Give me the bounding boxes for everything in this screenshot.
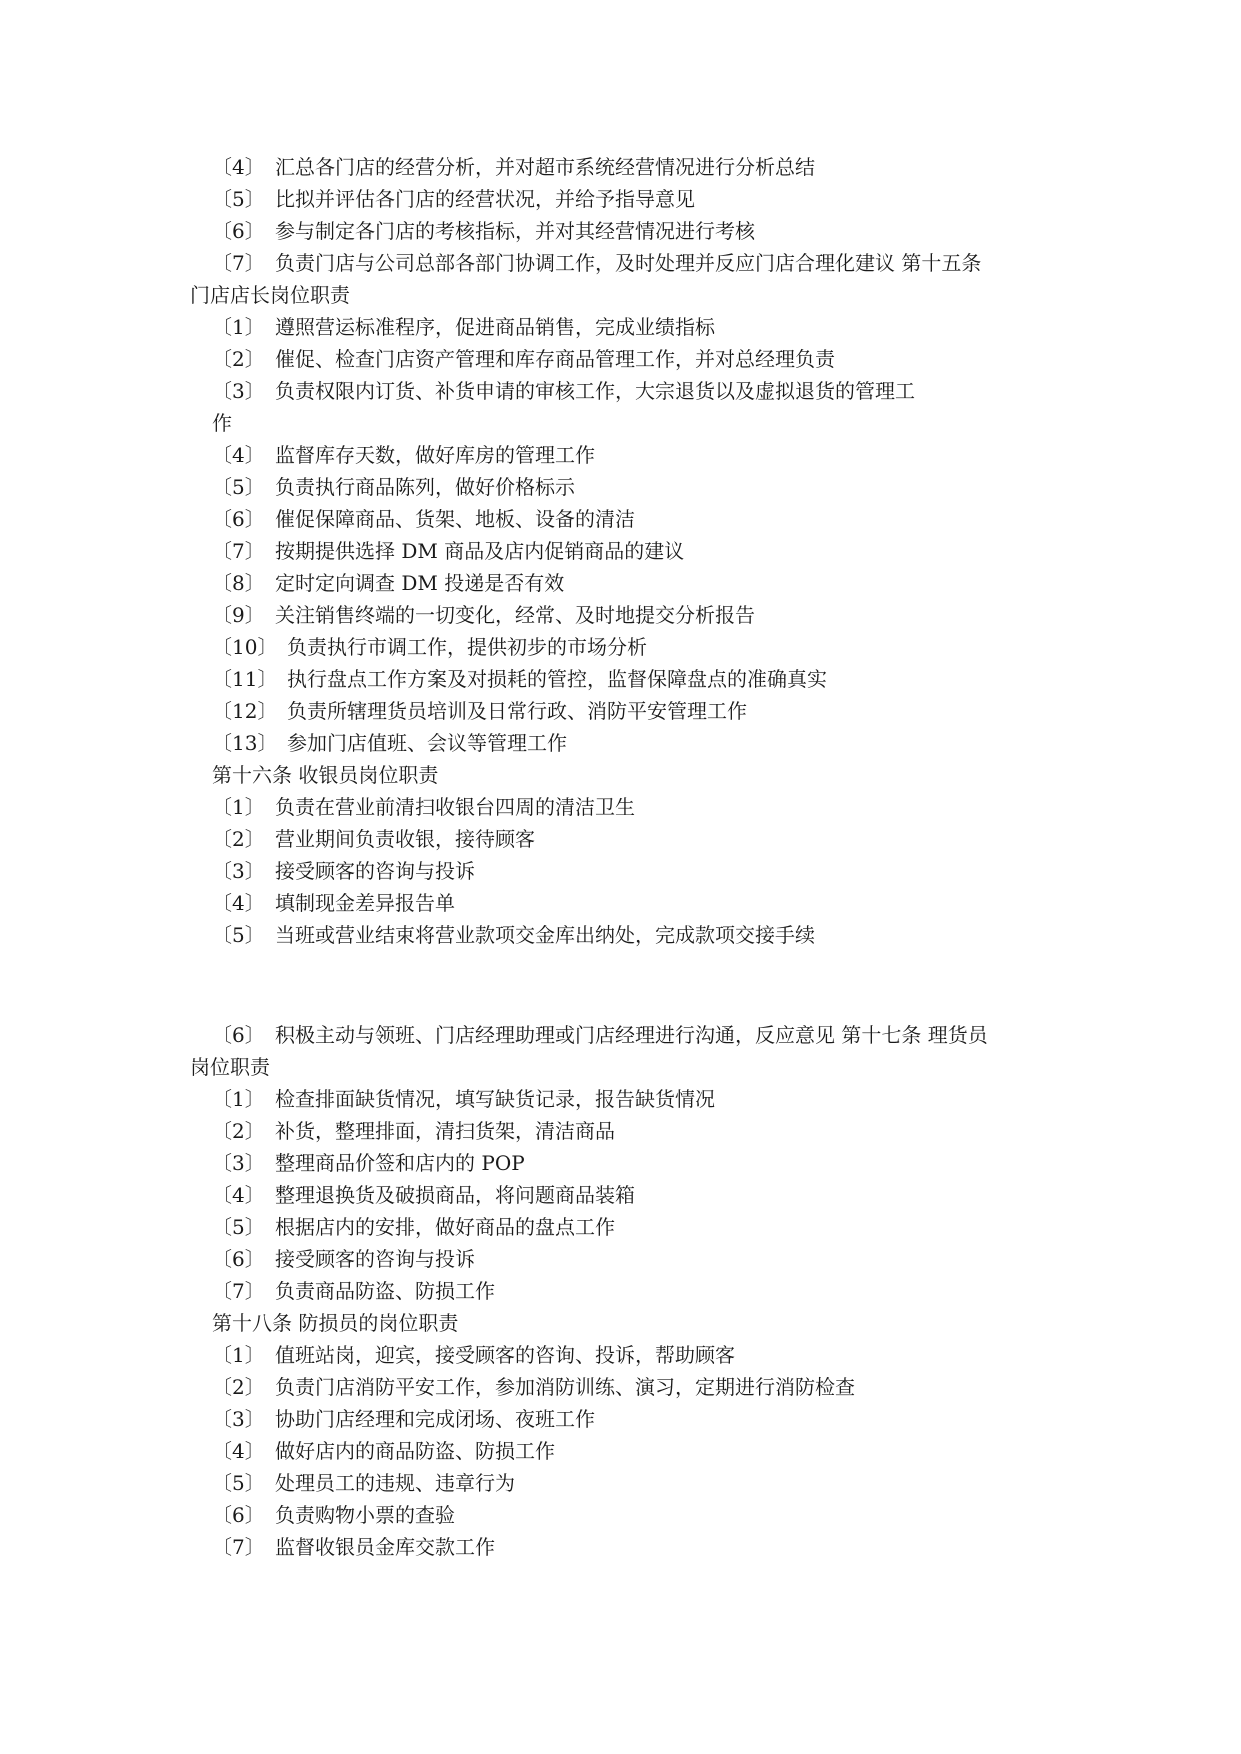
item-number: 〔6〕 (212, 507, 265, 531)
continuation-line (190, 280, 350, 310)
item-text: 根据店内的安排，做好商品的盘点工作 (275, 1215, 615, 1239)
item-number: 〔6〕 (212, 219, 265, 243)
list-item (212, 376, 915, 406)
section-heading (212, 760, 438, 790)
list-item (212, 920, 815, 950)
item-number: 〔6〕 (212, 1247, 265, 1271)
item-text: 负责门店与公司总部各部门协调工作，及时处理并反应门店合理化建议 第十五条 (275, 251, 982, 275)
item-text: 汇总各门店的经营分析，并对超市系统经营情况进行分析总结 (275, 155, 815, 179)
item-number: 〔6〕 (212, 1023, 265, 1047)
item-number: 〔4〕 (212, 1439, 265, 1463)
item-text: 监督收银员金库交款工作 (275, 1535, 495, 1559)
list-item (212, 728, 567, 758)
item-text: 作 (212, 411, 232, 435)
list-item (212, 664, 827, 694)
item-number: 〔3〕 (212, 859, 265, 883)
section-title: 第十六条 收银员岗位职责 (212, 763, 439, 787)
item-text: 按期提供选择 DM 商品及店内促销商品的建议 (275, 539, 685, 563)
list-item (212, 472, 575, 502)
item-text: 负责所辖理货员培训及日常行政、消防平安管理工作 (287, 699, 747, 723)
item-text: 整理退换货及破损商品，将问题商品装箱 (275, 1183, 635, 1207)
item-number: 〔7〕 (212, 1279, 265, 1303)
item-text: 营业期间负责收银，接待顾客 (275, 827, 535, 851)
item-number: 〔12〕 (212, 699, 278, 723)
list-item (212, 1436, 555, 1466)
item-number: 〔3〕 (212, 1407, 265, 1431)
list-item (212, 600, 755, 630)
item-text: 监督库存天数，做好库房的管理工作 (275, 443, 595, 467)
item-text: 门店店长岗位职责 (190, 283, 350, 307)
item-text: 负责购物小票的查验 (275, 1503, 455, 1527)
item-number: 〔3〕 (212, 1151, 265, 1175)
list-item (212, 344, 835, 374)
list-item (212, 1372, 855, 1402)
item-text: 比拟并评估各门店的经营状况，并给予指导意见 (275, 187, 695, 211)
item-number: 〔7〕 (212, 1535, 265, 1559)
item-text: 负责门店消防平安工作，参加消防训练、演习，定期进行消防检查 (275, 1375, 855, 1399)
list-item (212, 152, 815, 182)
item-text: 遵照营运标准程序，促进商品销售，完成业绩指标 (275, 315, 715, 339)
list-item (212, 1212, 615, 1242)
item-number: 〔13〕 (212, 731, 278, 755)
list-item (212, 824, 535, 854)
list-item (212, 1020, 988, 1050)
item-number: 〔2〕 (212, 1119, 265, 1143)
list-item (212, 856, 475, 886)
list-item (212, 216, 755, 246)
item-number: 〔2〕 (212, 1375, 265, 1399)
item-text: 催促保障商品、货架、地板、设备的清洁 (275, 507, 635, 531)
item-text: 填制现金差异报告单 (275, 891, 455, 915)
item-number: 〔5〕 (212, 1471, 265, 1495)
item-text: 负责权限内订货、补货申请的审核工作，大宗退货以及虚拟退货的管理工 (275, 379, 915, 403)
item-text: 负责执行市调工作，提供初步的市场分析 (287, 635, 647, 659)
item-text: 定时定向调查 DM 投递是否有效 (275, 571, 565, 595)
list-item (212, 792, 635, 822)
list-item (212, 1340, 735, 1370)
list-item (212, 248, 981, 278)
item-number: 〔4〕 (212, 891, 265, 915)
item-number: 〔1〕 (212, 315, 265, 339)
item-text: 关注销售终端的一切变化，经常、及时地提交分析报告 (275, 603, 755, 627)
item-text: 负责在营业前清扫收银台四周的清洁卫生 (275, 795, 635, 819)
item-text: 整理商品价签和店内的 POP (275, 1151, 525, 1175)
continuation-line (190, 1052, 270, 1082)
item-text: 检查排面缺货情况，填写缺货记录，报告缺货情况 (275, 1087, 715, 1111)
list-item (212, 1500, 455, 1530)
item-number: 〔10〕 (212, 635, 278, 659)
item-number: 〔9〕 (212, 603, 265, 627)
item-text: 负责执行商品陈列，做好价格标示 (275, 475, 575, 499)
list-item (212, 696, 747, 726)
list-item (212, 1148, 525, 1178)
list-item (212, 1180, 635, 1210)
item-text: 补货，整理排面，清扫货架，清洁商品 (275, 1119, 615, 1143)
item-text: 接受顾客的咨询与投诉 (275, 859, 475, 883)
item-text: 当班或营业结束将营业款项交金库出纳处，完成款项交接手续 (275, 923, 815, 947)
item-number: 〔5〕 (212, 923, 265, 947)
item-number: 〔4〕 (212, 1183, 265, 1207)
item-number: 〔5〕 (212, 1215, 265, 1239)
list-item (212, 632, 647, 662)
item-number: 〔7〕 (212, 539, 265, 563)
item-text: 执行盘点工作方案及对损耗的管控，监督保障盘点的准确真实 (287, 667, 827, 691)
list-item (212, 1276, 495, 1306)
item-text: 负责商品防盗、防损工作 (275, 1279, 495, 1303)
item-number: 〔1〕 (212, 795, 265, 819)
list-item (212, 184, 695, 214)
list-item (212, 1404, 595, 1434)
item-text: 值班站岗，迎宾，接受顾客的咨询、投诉，帮助顾客 (275, 1343, 735, 1367)
list-item (212, 1468, 515, 1498)
item-number: 〔6〕 (212, 1503, 265, 1527)
item-text: 参加门店值班、会议等管理工作 (287, 731, 567, 755)
list-item (212, 440, 595, 470)
item-text: 处理员工的违规、违章行为 (275, 1471, 515, 1495)
list-item (212, 312, 715, 342)
item-number: 〔4〕 (212, 443, 265, 467)
item-number: 〔8〕 (212, 571, 265, 595)
continuation-line (212, 408, 232, 438)
item-number: 〔11〕 (212, 667, 278, 691)
item-number: 〔4〕 (212, 155, 265, 179)
item-number: 〔1〕 (212, 1087, 265, 1111)
item-text: 做好店内的商品防盗、防损工作 (275, 1439, 555, 1463)
item-text: 参与制定各门店的考核指标，并对其经营情况进行考核 (275, 219, 755, 243)
item-number: 〔5〕 (212, 475, 265, 499)
list-item (212, 1084, 715, 1114)
list-item (212, 568, 564, 598)
item-number: 〔2〕 (212, 827, 265, 851)
item-text: 岗位职责 (190, 1055, 270, 1079)
item-number: 〔2〕 (212, 347, 265, 371)
list-item (212, 1116, 615, 1146)
item-text: 积极主动与领班、门店经理助理或门店经理进行沟通，反应意见 第十七条 理货员 (275, 1023, 988, 1047)
list-item (212, 504, 635, 534)
item-text: 接受顾客的咨询与投诉 (275, 1247, 475, 1271)
item-number: 〔3〕 (212, 379, 265, 403)
section-title: 第十八条 防损员的岗位职责 (212, 1311, 459, 1335)
item-number: 〔1〕 (212, 1343, 265, 1367)
item-number: 〔5〕 (212, 187, 265, 211)
item-number: 〔7〕 (212, 251, 265, 275)
list-item (212, 1244, 475, 1274)
item-text: 协助门店经理和完成闭场、夜班工作 (275, 1407, 595, 1431)
section-heading (212, 1308, 458, 1338)
list-item (212, 888, 455, 918)
list-item (212, 1532, 495, 1562)
list-item (212, 536, 684, 566)
item-text: 催促、检查门店资产管理和库存商品管理工作，并对总经理负责 (275, 347, 835, 371)
